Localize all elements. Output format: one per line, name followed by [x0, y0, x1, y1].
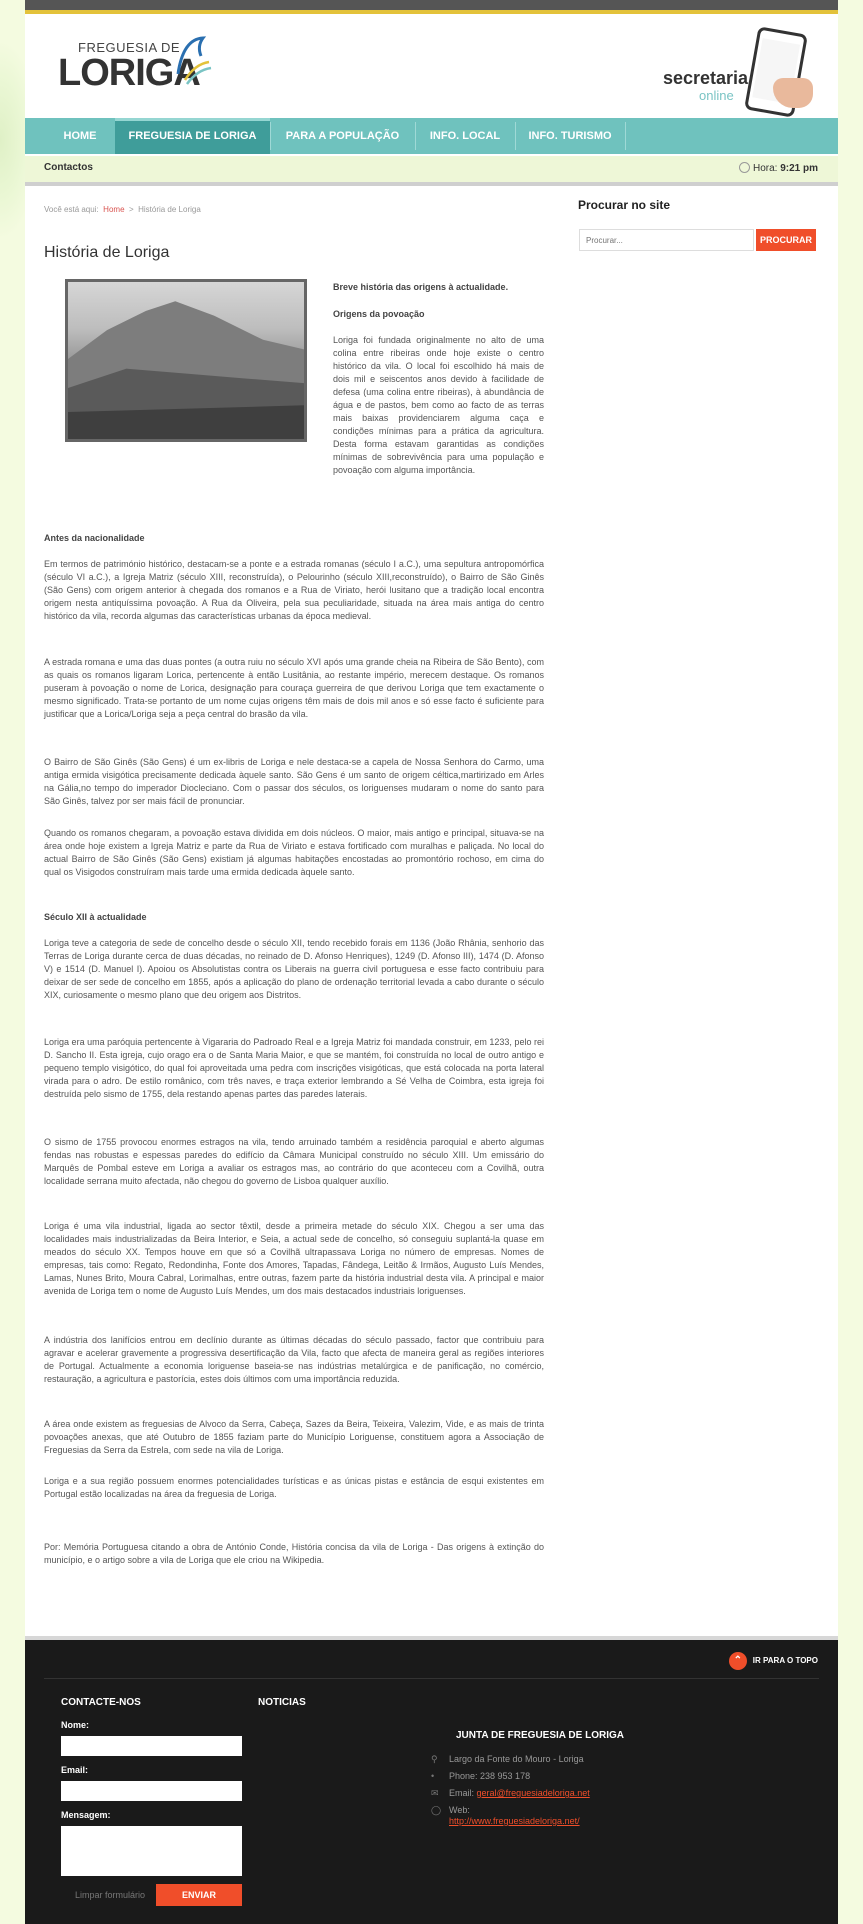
email-label: Email:: [61, 1765, 89, 1775]
breadcrumb-home-link[interactable]: Home: [103, 205, 125, 214]
logo-big-text: LORIGA: [58, 52, 200, 94]
globe-icon: ◯: [431, 1805, 442, 1815]
secretaria-subtitle: online: [699, 88, 734, 103]
antes-paragraph-2: A estrada romana e uma das duas pontes (a outra ruiu no século XVI após uma grande cheia na Ribeira de São Bento), com as quais os romanos ligaram Lorica, pertencente à então Lusitânia, ao restante império, merecem destaque. Os romanos puseram à povoação o nome de Lorica, designação para couraça guerreira de que derivou Loriga que tem exactamente o mesmo significado. Trata-se portanto de um nome cujas origens têm mais de dois mil anos e só esse facto é suficiente para justificar que a Lorica/Loriga seja a peça central do brasão da vila.: [44, 657, 544, 719]
intro-title: Breve história das origens à actualidade.: [333, 282, 509, 292]
seculo-paragraph-6: A área onde existem as freguesias de Alvoco da Serra, Cabeça, Sazes da Beira, Teixeira, Valezim, Vide, e as mais de trinta povoações anexas, que até Outubro de 1855 faziam parte do Município Loriguense, constituem agora a Associação de Freguesias da Serra da Estrela, com sede na vila de Loriga.: [44, 1419, 544, 1455]
noticias-title: NOTICIAS: [258, 1697, 306, 1708]
header: [25, 14, 838, 114]
antes-paragraph-4: Quando os romanos chegaram, a povoação estava dividida em dois núcleos. O maior, mais antigo e principal, situava-se na área onde hoje existem a Igreja Matriz e parte da Rua de Viriato e estava fortificado com muralhas e paliçada. No local do actual Bairro de São Ginês (São Gens) existiam já algumas habitações encostadas ao promontório rochoso, em cima do qual os Visigodos construíram mais tarde uma ermida dedicada àquele santo.: [44, 828, 544, 877]
source-note: Por: Memória Portuguesa citando a obra de António Conde, História concisa da vila de Loriga - Das origens à extinção do município, e o artigo sobre a vila de Loriga que ele criou na Wikipedia.: [44, 1542, 544, 1565]
web-line: ◯ Web:: [431, 1805, 470, 1815]
page-wrapper: [25, 0, 838, 1920]
breadcrumb: [44, 205, 201, 214]
search-input[interactable]: [579, 229, 754, 251]
loriga-photo: [65, 279, 307, 442]
secretaria-online-banner[interactable]: [663, 26, 813, 116]
page-title: História de Loriga: [44, 244, 170, 261]
location-icon: ⚲: [431, 1754, 438, 1764]
nome-label: Nome:: [61, 1720, 90, 1730]
seculo-title: Século XII à actualidade: [44, 912, 147, 922]
seculo-paragraph-2: Loriga era uma paróquia pertencente à Vigararia do Padroado Real e a Igreja Matriz foi mandada construir, em 1233, pelo rei D. Sancho II. Esta igreja, cujo orago era o de Santa Maria Maior, e que se mantém, foi construída no local de outro antigo e pequeno templo visigótico, do qual foi aproveitada uma pedra com inscrições visigóticas, que está colocada na porta lateral virada para o adro. De estilo românico, com três naves, e traça exterior lembrando a Sé Velha de Coimbra, esta igreja foi destruída pelo sismo de 1755, dela restando apenas partes das paredes laterais.: [44, 1037, 544, 1099]
search-button[interactable]: PROCURAR: [756, 229, 816, 251]
phone-icon: •: [431, 1771, 435, 1781]
contact-title: CONTACTE-NOS: [61, 1697, 141, 1708]
email-link[interactable]: geral@freguesiadeloriga.net: [476, 1788, 590, 1798]
email-icon: ✉: [431, 1788, 439, 1798]
antes-paragraph-3: O Bairro de São Ginês (São Gens) é um ex-libris de Loriga e nele destaca-se a capela de Nossa Senhora do Carmo, uma antiga ermida visigótica precisamente dedicada àquele santo. São Gens é um santo de origem céltica,martirizado em Arles na Gália,no tempo do imperador Diocleciano. Com o passar dos séculos, os loriguenses mudaram o nome do santo para São Ginês, talvez por ser mais fácil de pronunciar.: [44, 757, 544, 806]
footer: [25, 1636, 838, 1924]
send-button[interactable]: ENVIAR: [156, 1884, 242, 1906]
search-title: Procurar no site: [578, 198, 671, 212]
web-link[interactable]: http://www.freguesiadeloriga.net/: [449, 1816, 580, 1826]
address-line: ⚲ Largo da Fonte do Mouro - Loriga: [431, 1754, 584, 1764]
email-line: ✉ Email: geral@freguesiadeloriga.net: [431, 1788, 590, 1798]
mensagem-label: Mensagem:: [61, 1810, 111, 1820]
contactos-link[interactable]: Contactos: [44, 162, 93, 173]
phone-line: • Phone: 238 953 178: [431, 1771, 531, 1781]
nav-separator: [625, 122, 626, 150]
nav-item-info-local[interactable]: INFO. LOCAL: [429, 130, 501, 142]
seculo-paragraph-1: Loriga teve a categoria de sede de concelho desde o século XII, tendo recebido forais em 1136 (João Rhânia, senhorio das Terras de Loriga durante cerca de duas décadas, no reinado de D. Afonso Henriques), 1249 (D. Afonso III), 1474 (D. Afonso V) e 1514 (D. Manuel I). Apoiou os Absolutistas contra os Liberais na guerra civil portuguesa e esse facto contribuiu para deixar de ser sede de concelho em 1855, após a aplicação do plano de ordenação territorial levada a cabo durante o século XIX, curiosamente o mesmo plano que deu origem aos Distritos.: [44, 938, 544, 1000]
clock-icon: [739, 162, 750, 173]
arrow-up-icon: ⌃: [729, 1652, 747, 1670]
time-value: 9:21 pm: [780, 163, 818, 174]
seculo-paragraph-4: Loriga é uma vila industrial, ligada ao sector têxtil, desde a primeira metade do século XIX. Chegou a ser uma das localidades mais industrializadas da Beira Interior, e Seia, a actual sede de concelho, só conseguiu suplantá-la quase em meados do século XX. Tempos houve em que só a Covilhã ultrapassava Loriga no número de empresas. Nomes de empresas, tais como: Regato, Redondinha, Fonte dos Amores, Tapadas, Fândega, Leitão & Irmãos, Augusto Luís Mendes, Lamas, Nunes Brito, Moura Cabral, Lorimalhas, entre outras, fazem parte da história industrial desta vila. A principal e maior avenida de Loriga tem o nome de Augusto Luís Mendes, um dos mais destacados industriais loriguenses.: [44, 1221, 544, 1296]
back-to-top-link[interactable]: [729, 1652, 818, 1670]
breadcrumb-separator: >: [128, 205, 134, 214]
logo-small-text: FREGUESIA DE: [78, 40, 181, 55]
antes-paragraph-1: Em termos de património histórico, destacam-se a ponte e a estrada romanas (século I a.C.), uma sepultura antropomórfica (século VI a.C.), a Igreja Matriz (século XIII, reconstruída), o Pelourinho (século XIII,reconstruído), o Bairro de São Ginês (São Gens) com origem anterior à chegada dos romanos e a Rua de Viriato, herói lusitano que a tradição local encontra origem nesta antiquíssima povoação. A Rua da Oliveira, pela sua peculiaridade, situada na área mais antiga do centro histórico da vila, recorda algumas das características urbanas da época medieval.: [44, 559, 544, 621]
site-logo[interactable]: [58, 34, 218, 104]
junta-title: JUNTA DE FREGUESIA DE LORIGA: [456, 1730, 624, 1741]
footer-divider: [44, 1678, 819, 1679]
logo-arc-icon: [173, 34, 213, 89]
main-navigation: [25, 118, 838, 154]
nav-item-populacao[interactable]: PARA A POPULAÇÃO: [285, 130, 400, 142]
clear-form-link[interactable]: Limpar formulário: [75, 1890, 146, 1900]
sub-bar: [25, 156, 838, 186]
seculo-paragraph-3: O sismo de 1755 provocou enormes estragos na vila, tendo arruinado também a residência paroquial e aberto algumas fendas nas robustas e espessas paredes do edifício da Câmara Municipal construído no século XIII. Um emissário do Marquês de Pombal esteve em Loriga a avaliar os estragos mas, ao contrário do que aconteceu com a Covilhã, outra localidade serrana muito afectada, não chegou do governo de Lisboa qualquer auxílio.: [44, 1137, 544, 1186]
breadcrumb-prefix: Você está aqui:: [44, 205, 99, 214]
nav-item-home[interactable]: HOME: [63, 130, 97, 142]
secretaria-title: secretaria: [663, 68, 749, 88]
seculo-paragraph-5: A indústria dos lanifícios entrou em declínio durante as últimas décadas do século passado, factor que contribuiu para agravar e acelerar gravemente a progressiva desertificação da Vila, facto que afecta de maneira geral as regiões interiores de Portugal. Actualmente a economia loriguense baseia-se nas indústrias metalúrgica e de panificação, no comércio, restauração, a agricultura e pastorícia, estes dois últimos com uma importância reduzida.: [44, 1335, 544, 1384]
current-time: [739, 162, 818, 174]
seculo-paragraph-7: Loriga e a sua região possuem enormes potencialidades turísticas e as únicas pistas e estância de esqui existentes em Portugal estão localizadas na área da freguesia de Loriga.: [44, 1476, 544, 1499]
top-bar: [25, 0, 838, 10]
antes-title: Antes da nacionalidade: [44, 533, 145, 543]
back-to-top-label: IR PARA O TOPO: [752, 1656, 818, 1666]
breadcrumb-current: História de Loriga: [138, 205, 201, 214]
origens-title: Origens da povoação: [333, 309, 425, 319]
origens-paragraph: Loriga foi fundada originalmente no alto de uma colina entre ribeiras onde hoje existe o centro histórico da vila. O local foi escolhido há mais de dois mil e seiscentos anos devido à facilidade de defesa (uma colina entre ribeiras), à abundância de água e de pastos, bem como ao facto de as terras mais baixas providenciarem alguma caça e condições mínimas para a prática da agricultura. Desta forma estavam garantidas as condições mínimas de sobrevivência para uma população e povoação com alguma importância.: [333, 335, 544, 475]
nav-item-freguesia[interactable]: FREGUESIA DE LORIGA: [115, 118, 270, 154]
nav-item-info-turismo[interactable]: INFO. TURISMO: [528, 130, 612, 142]
time-label: Hora:: [752, 163, 778, 174]
